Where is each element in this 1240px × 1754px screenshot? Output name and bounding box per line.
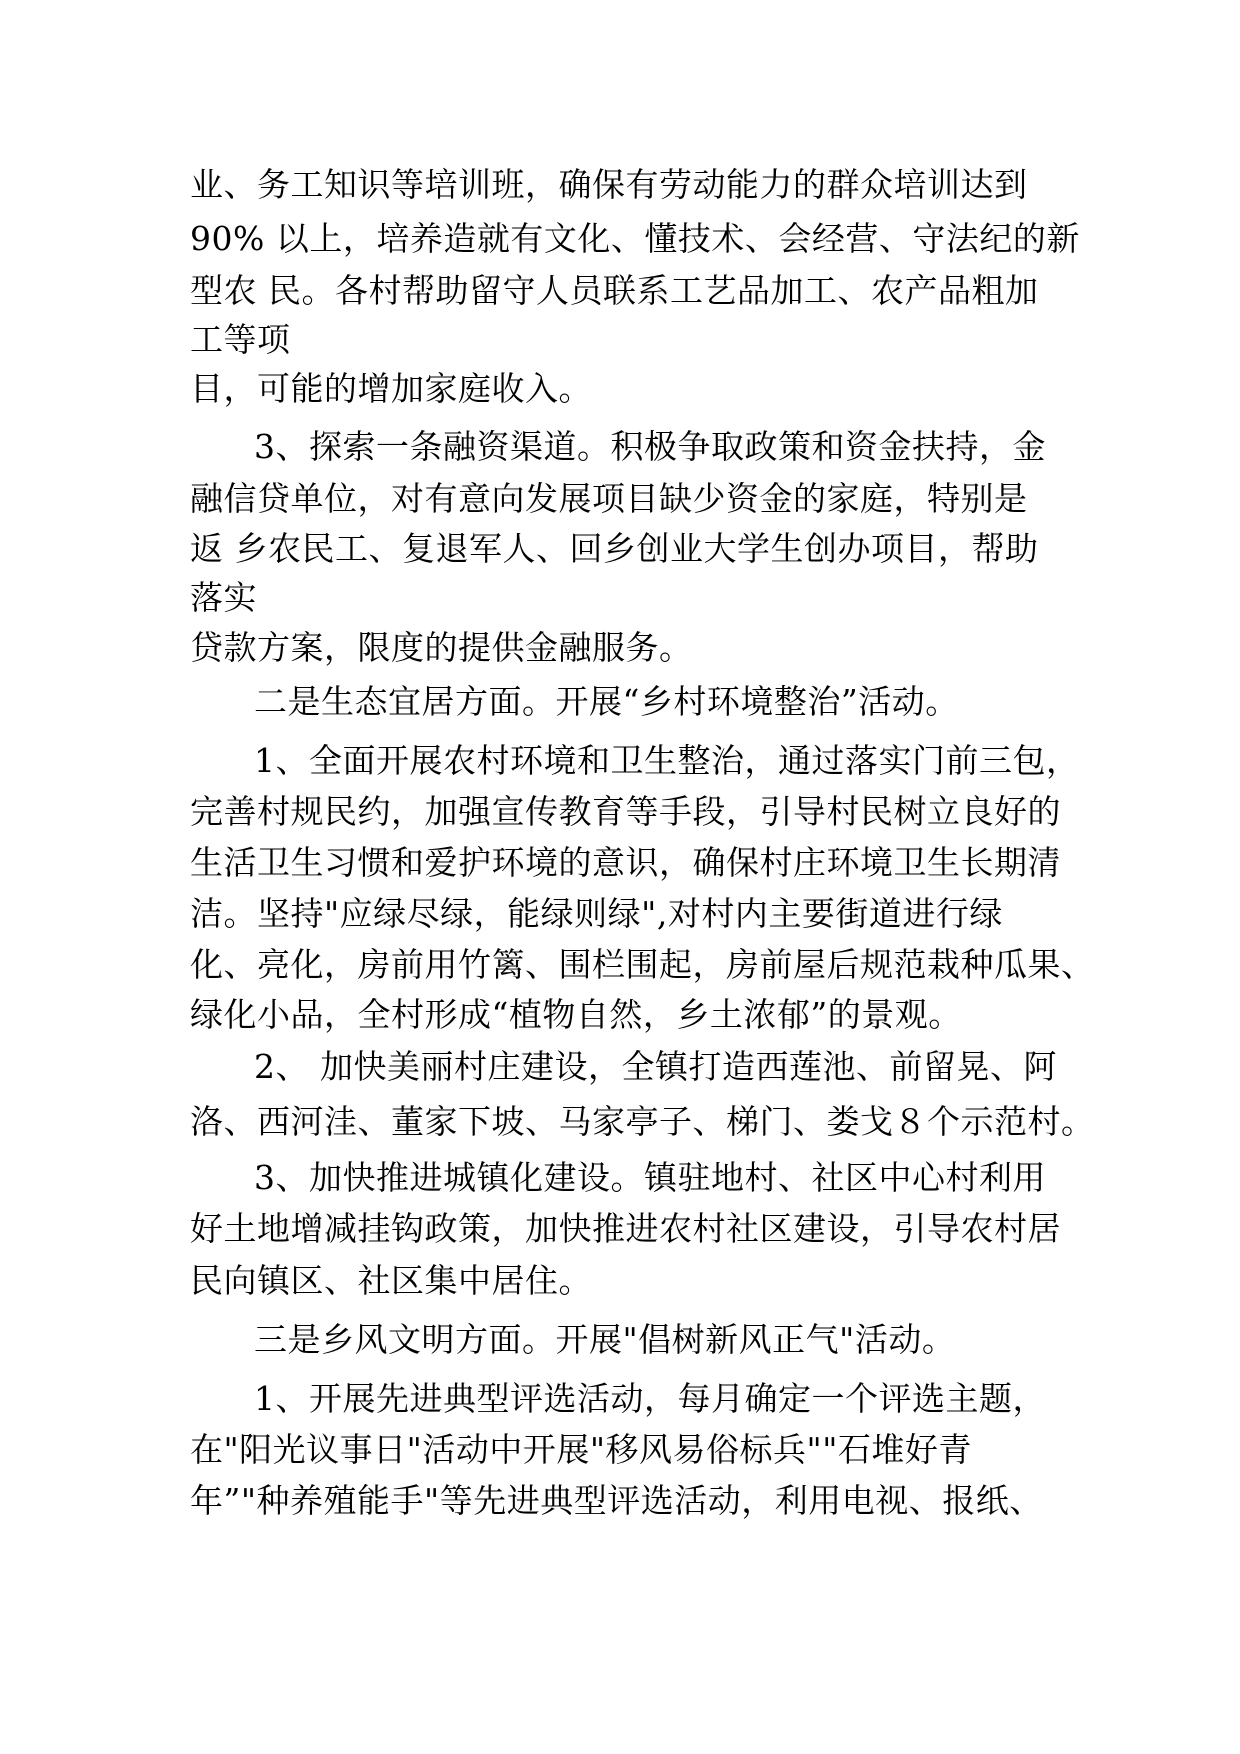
- text-line: 二是生态宜居方面。开展“乡村环境整治”活动。: [254, 682, 959, 721]
- text-line: 生活卫生习惯和爱护环境的意识，确保村庄环境卫生长期清: [190, 843, 1061, 882]
- text-line: 业、务工知识等培训班，确保有劳动能力的群众培训达到: [190, 165, 1028, 204]
- text-line: 完善村规民约，加强宣传教育等手段，引导村民树立良好的: [190, 792, 1061, 831]
- text-line: 1、开展先进典型评选活动，每月确定一个评选主题，: [254, 1379, 1046, 1418]
- text-line: 融信贷单位，对有意向发展项目缺少资金的家庭，特别是: [190, 479, 1028, 518]
- text-line: 型农 民。各村帮助留守人员联系工艺品加工、农产品粗加: [190, 271, 1039, 310]
- text-line: 洛、西河洼、董家下坡、马家亭子、梯门、娄戈８个示范村。: [190, 1102, 1095, 1141]
- text-line: 工等项: [190, 320, 291, 359]
- text-line: 好土地增减挂钩政策，加快推进农村社区建设，引导农村居: [190, 1209, 1061, 1248]
- text-line: 目，可能的增加家庭收入。: [190, 369, 592, 408]
- text-line: 2、 加快美丽村庄建设，全镇打造西莲池、前留晃、阿: [254, 1047, 1057, 1086]
- text-line: 洁。坚持"应绿尽绿，能绿则绿",对村内主要街道进行绿: [190, 894, 1003, 933]
- text-line: 三是乡风文明方面。开展"倡树新风正气"活动。: [254, 1320, 956, 1359]
- text-line: 贷款方案，限度的提供金融服务。: [190, 628, 693, 667]
- text-line: 90% 以上，培养造就有文化、懂技术、会经营、守法纪的新: [190, 219, 1080, 258]
- text-line: 落实: [190, 578, 257, 617]
- text-line: 返 乡农民工、复退军人、回乡创业大学生创办项目，帮助: [190, 529, 1039, 568]
- text-line: 化、亮化，房前用竹篱、围栏围起，房前屋后规范栽种瓜果、: [190, 945, 1095, 984]
- text-line: 3、加快推进城镇化建设。镇驻地村、社区中心村利用: [254, 1158, 1046, 1197]
- text-line: 3、探索一条融资渠道。积极争取政策和资金扶持，金: [254, 427, 1046, 466]
- text-line: 1、全面开展农村环境和卫生整治，通过落实门前三包，: [254, 741, 1080, 780]
- text-line: 民向镇区、社区集中居住。: [190, 1261, 592, 1300]
- text-line: 绿化小品，全村形成“植物自然，乡土浓郁”的景观。: [190, 995, 962, 1034]
- text-line: 在"阳光议事日"活动中开展"移风易俗标兵""石堆好青: [190, 1430, 972, 1469]
- text-line: 年”"种养殖能手"等先进典型评选活动，利用电视、报纸、: [190, 1481, 1043, 1520]
